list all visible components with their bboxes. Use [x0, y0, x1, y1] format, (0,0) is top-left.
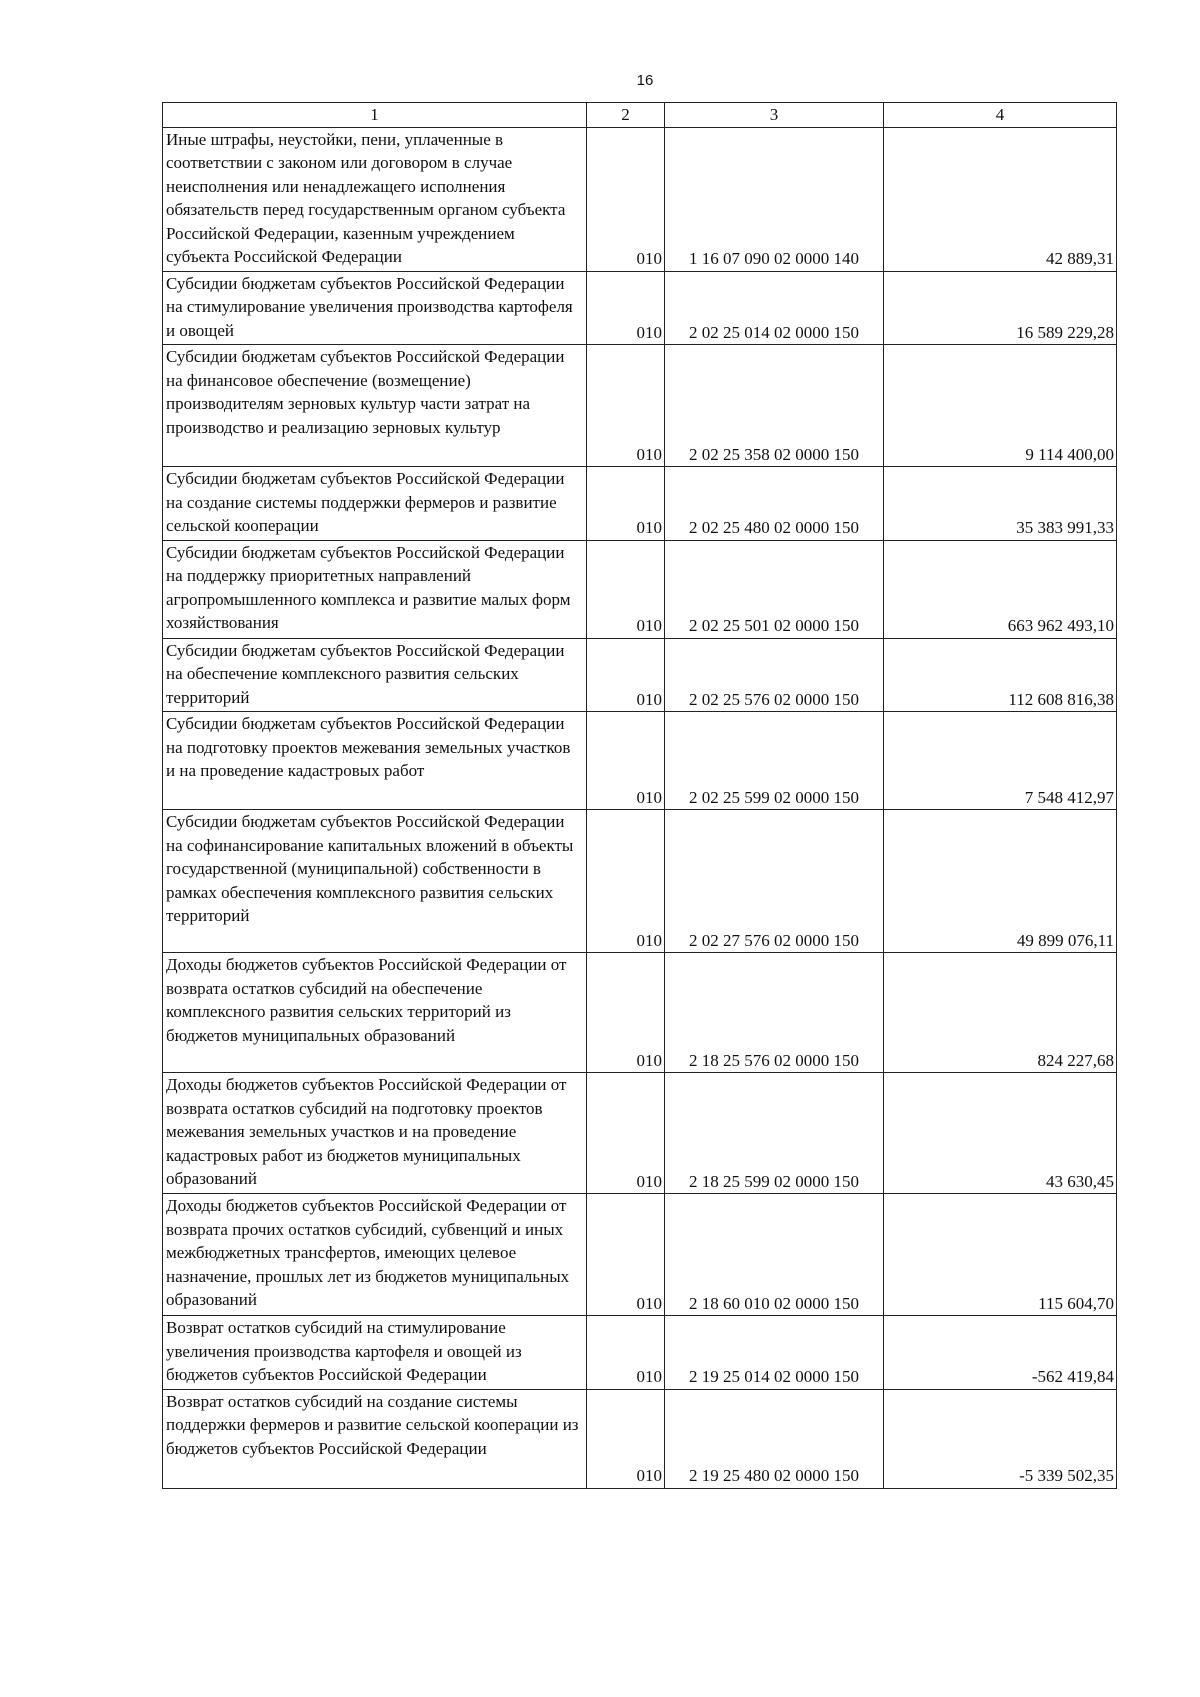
row-name: Субсидии бюджетам субъектов Российской Федерации на софинансирование капитальных вложений в объекты государственной (муниципальной) собственности в рамках обеспечения комплексного развития сельских территорий [163, 810, 587, 953]
row-amount: 663 962 493,10 [884, 540, 1117, 638]
table-row [163, 1389, 1117, 1488]
row-amount: 9 114 400,00 [884, 345, 1117, 467]
table-row [163, 271, 1117, 345]
row-name: Субсидии бюджетам субъектов Российской Федерации на финансовое обеспечение (возмещение) производителям зерновых культур части затрат на производство и реализацию зерновых культур [163, 345, 587, 467]
header-col-2: 2 [587, 103, 665, 128]
table-row [163, 127, 1117, 271]
header-row [163, 103, 1117, 128]
row-name: Субсидии бюджетам субъектов Российской Федерации на обеспечение комплексного развития сельских территорий [163, 638, 587, 712]
row-code: 010 [587, 1316, 665, 1390]
row-name: Доходы бюджетов субъектов Российской Федерации от возврата прочих остатков субсидий, субвенций и иных межбюджетных трансфертов, имеющих целевое назначение, прошлых лет из бюджетов муниципальных образований [163, 1194, 587, 1316]
table-row [163, 1194, 1117, 1316]
row-kbk: 2 02 25 576 02 0000 150 [665, 638, 884, 712]
row-kbk: 2 19 25 480 02 0000 150 [665, 1389, 884, 1488]
table-header [163, 103, 1117, 128]
table-row [163, 953, 1117, 1073]
row-code: 010 [587, 127, 665, 271]
table-row [163, 540, 1117, 638]
row-amount: 16 589 229,28 [884, 271, 1117, 345]
row-name: Иные штрафы, неустойки, пени, уплаченные в соответствии с законом или договором в случае неисполнения или ненадлежащего исполнения обязательств перед государственным органом субъекта Российской Федерации, казенным учреждением субъекта Российской Федерации [163, 127, 587, 271]
row-code: 010 [587, 953, 665, 1073]
row-code: 010 [587, 1389, 665, 1488]
row-name: Доходы бюджетов субъектов Российской Федерации от возврата остатков субсидий на подготовку проектов межевания земельных участков и на проведение кадастровых работ из бюджетов муниципальных образований [163, 1073, 587, 1194]
table-row [163, 712, 1117, 810]
row-kbk: 2 02 25 014 02 0000 150 [665, 271, 884, 345]
row-kbk: 2 02 25 599 02 0000 150 [665, 712, 884, 810]
row-name: Субсидии бюджетам субъектов Российской Федерации на стимулирование увеличения производства картофеля и овощей [163, 271, 587, 345]
row-name: Возврат остатков субсидий на стимулирование увеличения производства картофеля и овощей из бюджетов субъектов Российской Федерации [163, 1316, 587, 1390]
row-name: Субсидии бюджетам субъектов Российской Федерации на подготовку проектов межевания земельных участков и на проведение кадастровых работ [163, 712, 587, 810]
row-code: 010 [587, 712, 665, 810]
table-row [163, 345, 1117, 467]
table-row [163, 1316, 1117, 1390]
row-kbk: 2 02 25 358 02 0000 150 [665, 345, 884, 467]
row-code: 010 [587, 540, 665, 638]
row-code: 010 [587, 1073, 665, 1194]
row-name: Возврат остатков субсидий на создание системы поддержки фермеров и развитие сельской кооперации из бюджетов субъектов Российской Федерации [163, 1389, 587, 1488]
row-amount: -562 419,84 [884, 1316, 1117, 1390]
row-amount: 7 548 412,97 [884, 712, 1117, 810]
row-kbk: 1 16 07 090 02 0000 140 [665, 127, 884, 271]
row-kbk: 2 18 25 599 02 0000 150 [665, 1073, 884, 1194]
header-col-4: 4 [884, 103, 1117, 128]
row-kbk: 2 18 25 576 02 0000 150 [665, 953, 884, 1073]
row-name: Субсидии бюджетам субъектов Российской Федерации на создание системы поддержки фермеров и развитие сельской кооперации [163, 467, 587, 541]
row-code: 010 [587, 271, 665, 345]
table-row [163, 1073, 1117, 1194]
row-kbk: 2 18 60 010 02 0000 150 [665, 1194, 884, 1316]
revenue-table [162, 102, 1117, 1489]
row-kbk: 2 02 27 576 02 0000 150 [665, 810, 884, 953]
row-code: 010 [587, 345, 665, 467]
row-amount: 35 383 991,33 [884, 467, 1117, 541]
row-amount: 824 227,68 [884, 953, 1117, 1073]
row-kbk: 2 19 25 014 02 0000 150 [665, 1316, 884, 1390]
row-amount: 49 899 076,11 [884, 810, 1117, 953]
row-code: 010 [587, 638, 665, 712]
table-row [163, 638, 1117, 712]
table-body [163, 127, 1117, 1488]
row-amount: 42 889,31 [884, 127, 1117, 271]
header-col-3: 3 [665, 103, 884, 128]
row-name: Доходы бюджетов субъектов Российской Федерации от возврата остатков субсидий на обеспечение комплексного развития сельских территорий из бюджетов муниципальных образований [163, 953, 587, 1073]
row-amount: 112 608 816,38 [884, 638, 1117, 712]
row-code: 010 [587, 467, 665, 541]
header-col-1: 1 [163, 103, 587, 128]
row-kbk: 2 02 25 480 02 0000 150 [665, 467, 884, 541]
row-code: 010 [587, 1194, 665, 1316]
table-row [163, 467, 1117, 541]
row-kbk: 2 02 25 501 02 0000 150 [665, 540, 884, 638]
row-name: Субсидии бюджетам субъектов Российской Федерации на поддержку приоритетных направлений агропромышленного комплекса и развитие малых форм хозяйствования [163, 540, 587, 638]
row-amount: -5 339 502,35 [884, 1389, 1117, 1488]
table-row [163, 810, 1117, 953]
page-number: 16 [636, 72, 654, 89]
row-amount: 43 630,45 [884, 1073, 1117, 1194]
row-amount: 115 604,70 [884, 1194, 1117, 1316]
row-code: 010 [587, 810, 665, 953]
